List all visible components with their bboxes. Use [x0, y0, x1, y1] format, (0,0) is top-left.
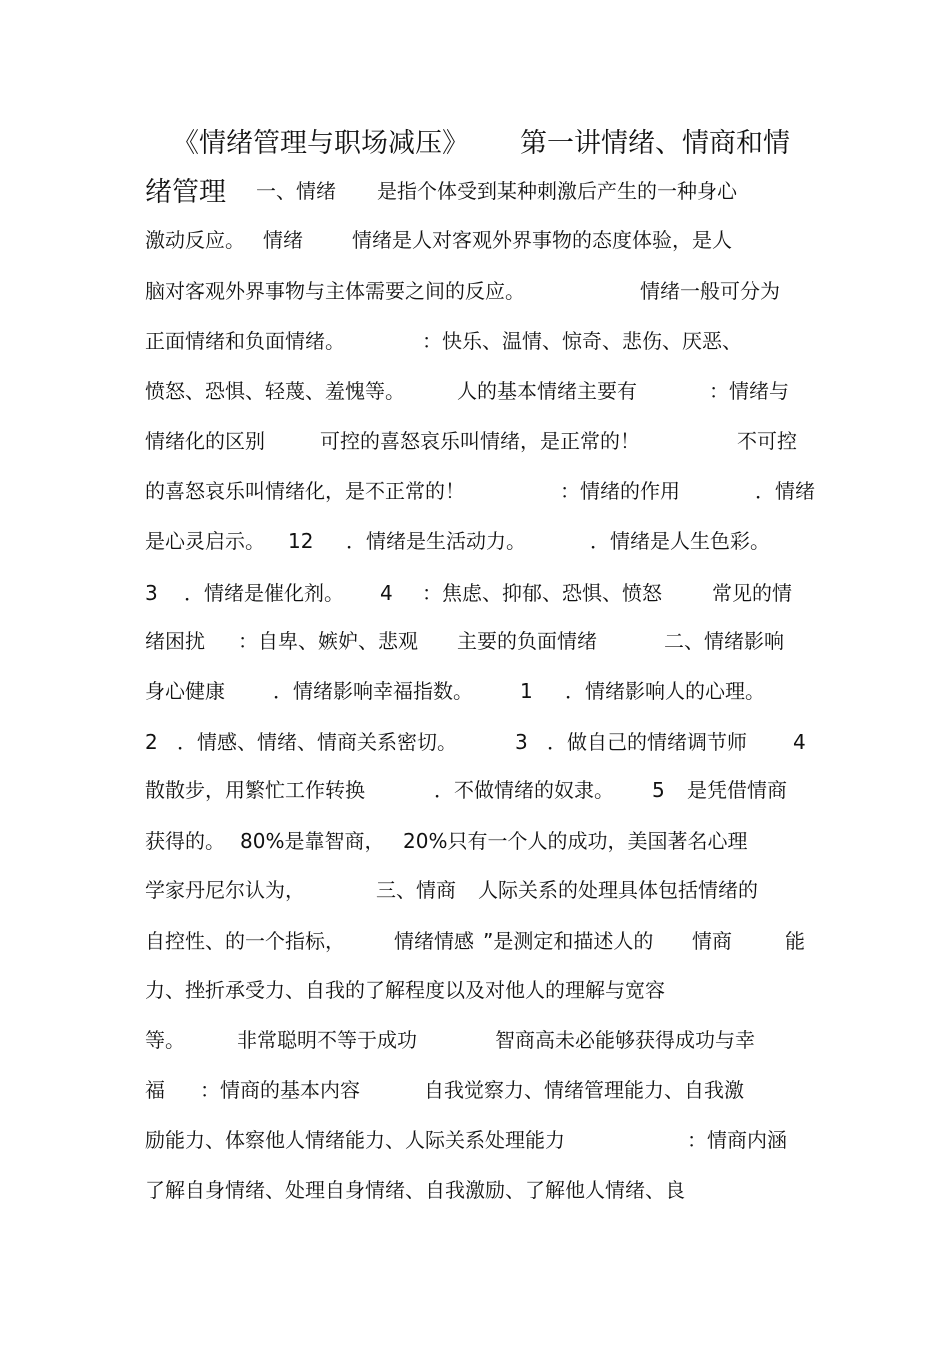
text-line-17-segment-1: 自控性、的一个指标，	[145, 929, 345, 953]
text-line-9-segment-1: 是心灵启示。	[145, 529, 265, 553]
text-line-10-segment-3: 4	[380, 581, 393, 605]
text-line-13-segment-1: 2	[145, 730, 158, 754]
text-line-11-segment-2: ：自卑、嫉妒、悲观	[238, 629, 418, 653]
text-line-13-segment-4: ．做自己的情绪调节师	[547, 730, 747, 754]
text-line-21-segment-1: 励能力、体察他人情绪能力、人际关系处理能力	[145, 1128, 565, 1152]
text-line-11-segment-1: 绪困扰	[145, 629, 205, 653]
text-line-6-segment-3: ：情绪与	[709, 379, 789, 403]
text-line-12-segment-2: ．情绪影响幸福指数。	[273, 679, 473, 703]
text-line-1-segment-1: 《情绪管理与职场减压》	[172, 128, 469, 159]
text-line-16-segment-1: 学家丹尼尔认为，	[145, 878, 305, 902]
text-line-10-segment-2: ．情绪是催化剂。	[184, 581, 344, 605]
text-line-10-segment-5: 常见的情	[712, 581, 792, 605]
text-line-17-segment-3: ”是测定和描述人的	[483, 929, 654, 953]
text-line-14-segment-2: ．不做情绪的奴隶。	[434, 778, 614, 802]
text-line-3-segment-1: 激动反应。	[145, 228, 245, 252]
text-line-5-segment-1: 正面情绪和负面情绪。	[145, 329, 345, 353]
text-line-9-segment-2: 12	[288, 529, 314, 553]
text-line-13-segment-5: 4	[793, 730, 806, 754]
text-line-7-segment-1: 情绪化的区别	[145, 429, 265, 453]
text-line-7-segment-2: 可控的喜怒哀乐叫情绪，是正常的！	[320, 429, 640, 453]
text-line-9-segment-3: ．情绪是生活动力。	[346, 529, 526, 553]
text-line-14-segment-3: 5	[652, 778, 665, 802]
text-line-4-segment-1: 脑对客观外界事物与主体需要之间的反应。	[145, 279, 525, 303]
text-line-17-segment-2: 情绪情感	[394, 929, 474, 953]
text-line-12-segment-3: 1	[520, 679, 533, 703]
text-line-8-segment-2: ：情绪的作用	[560, 479, 680, 503]
text-line-12-segment-4: ．情绪影响人的心理。	[565, 679, 765, 703]
text-line-12-segment-1: 身心健康	[145, 679, 225, 703]
text-line-19-segment-1: 等。	[145, 1028, 185, 1052]
text-line-2-segment-1: 绪管理	[145, 177, 226, 208]
text-line-8-segment-1: 的喜怒哀乐叫情绪化，是不正常的！	[145, 479, 465, 503]
text-line-15-segment-2: 80%是靠智商，	[240, 829, 385, 853]
text-line-13-segment-2: ．情感、情绪、情商关系密切。	[177, 730, 457, 754]
text-line-22-segment-1: 了解自身情绪、处理自身情绪、自我激励、了解他人情绪、良	[145, 1178, 685, 1202]
text-line-3-segment-3: 情绪是人对客观外界事物的态度体验，是人	[352, 228, 732, 252]
text-line-19-segment-3: 智商高未必能够获得成功与幸	[495, 1028, 755, 1052]
text-line-16-segment-3: 人际关系的处理具体包括情绪的	[478, 878, 758, 902]
text-line-10-segment-4: ：焦虑、抑郁、恐惧、愤怒	[422, 581, 662, 605]
text-line-17-segment-5: 能	[785, 929, 805, 953]
text-line-21-segment-2: ：情商内涵	[687, 1128, 787, 1152]
text-line-14-segment-1: 散散步，用繁忙工作转换	[145, 778, 365, 802]
text-line-5-segment-2: ：快乐、温情、惊奇、悲伤、厌恶、	[422, 329, 742, 353]
text-line-17-segment-4: 情商	[692, 929, 732, 953]
text-line-6-segment-1: 愤怒、恐惧、轻蔑、羞愧等。	[145, 379, 405, 403]
text-line-20-segment-1: 福	[145, 1078, 165, 1102]
text-line-2-segment-2: 一、情绪	[256, 179, 336, 203]
text-line-20-segment-2: ：情商的基本内容	[200, 1078, 360, 1102]
text-line-9-segment-4: ．情绪是人生色彩。	[590, 529, 770, 553]
text-line-16-segment-2: 三、情商	[376, 878, 456, 902]
text-line-14-segment-4: 是凭借情商	[687, 778, 787, 802]
text-line-1-segment-2: 第一讲情绪、情商和情	[520, 128, 790, 159]
text-line-7-segment-3: 不可控	[737, 429, 797, 453]
text-line-4-segment-2: 情绪一般可分为	[640, 279, 780, 303]
text-line-15-segment-3: 20%只有一个人的成功，美国著名心理	[403, 829, 748, 853]
text-line-11-segment-3: 主要的负面情绪	[457, 629, 597, 653]
text-line-19-segment-2: 非常聪明不等于成功	[237, 1028, 417, 1052]
text-line-11-segment-4: 二、情绪影响	[664, 629, 784, 653]
text-line-3-segment-2: 情绪	[263, 228, 303, 252]
text-line-20-segment-3: 自我觉察力、情绪管理能力、自我激	[424, 1078, 744, 1102]
text-line-13-segment-3: 3	[515, 730, 528, 754]
text-line-2-segment-3: 是指个体受到某种刺激后产生的一种身心	[377, 179, 737, 203]
text-line-6-segment-2: 人的基本情绪主要有	[457, 379, 637, 403]
text-line-8-segment-3: ．情绪	[755, 479, 815, 503]
text-line-18-segment-1: 力、挫折承受力、自我的了解程度以及对他人的理解与宽容	[145, 978, 665, 1002]
text-line-10-segment-1: 3	[145, 581, 158, 605]
text-line-15-segment-1: 获得的。	[145, 829, 225, 853]
